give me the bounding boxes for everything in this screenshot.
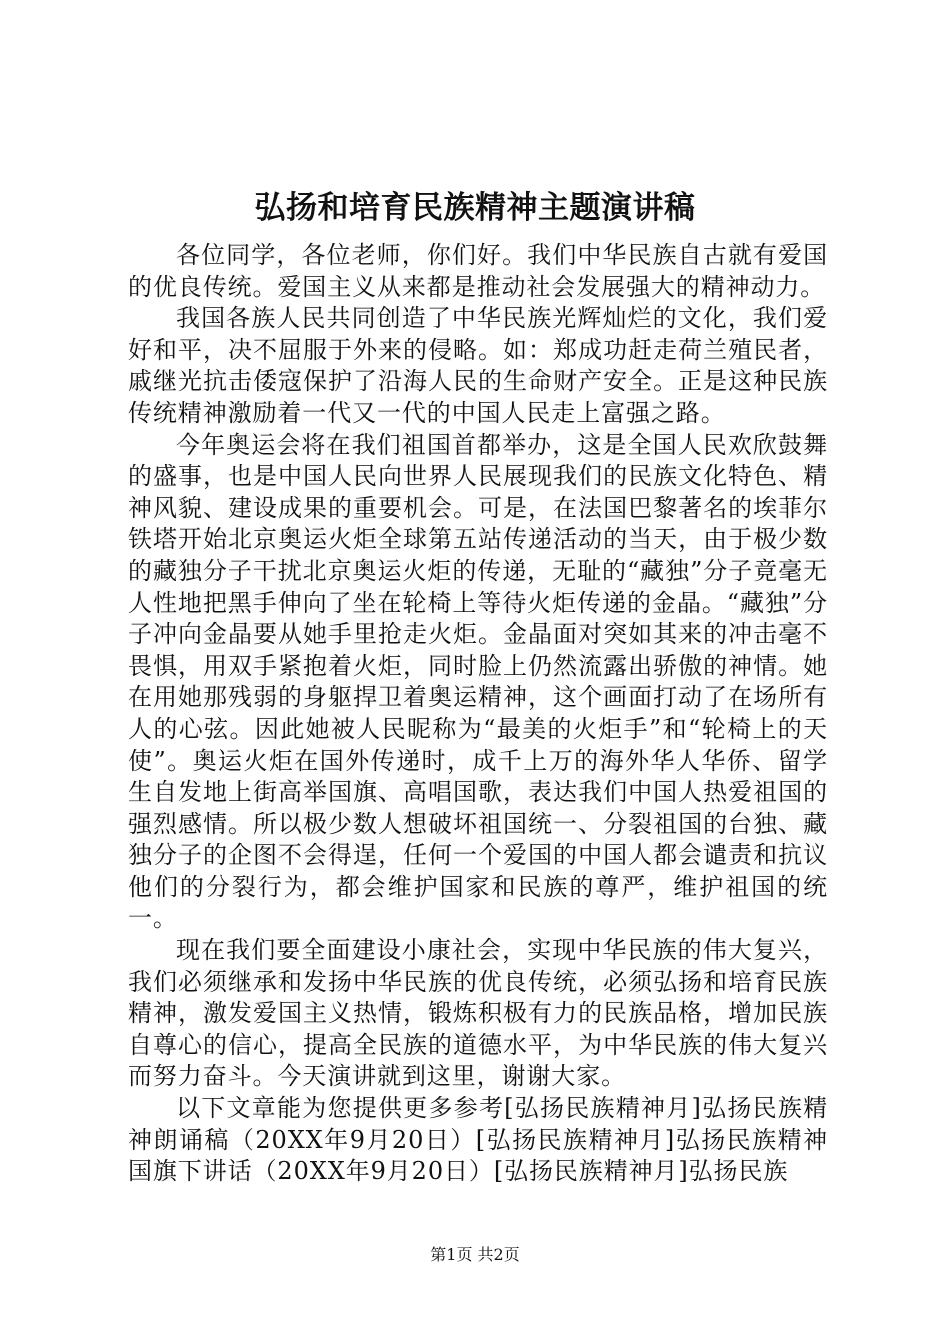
document-title: 弘扬和培育民族精神主题演讲稿 bbox=[254, 190, 696, 226]
paragraph-references: 以下文章能为您提供更多参考[弘扬民族精神月]弘扬民族精神朗诵稿（20XX年9月20日）[弘扬民族精神月]弘扬民族精神国旗下讲话（20XX年9月20日）[弘扬民族精神月]弘扬民族 bbox=[128, 1094, 828, 1186]
paragraph-culture: 我国各族人民共同创造了中华民族光辉灿烂的文化，我们爱好和平，决不屈服于外来的侵略。如：郑成功赶走荷兰殖民者，戚继光抗击倭寇保护了沿海人民的生命财产安全。正是这种民族传统精神激励着一代又一代的中国人民走上富强之路。 bbox=[128, 304, 828, 427]
paragraph-conclusion: 现在我们要全面建设小康社会，实现中华民族的伟大复兴，我们必须继承和发扬中华民族的优良传统，必须弘扬和培育民族精神，激发爱国主义热情，锻炼积极有力的民族品格，增加民族自尊心的信心，提高全民族的道德水平，为中华民族的伟大复兴而努力奋斗。今天演讲就到这里，谢谢大家。 bbox=[128, 936, 828, 1091]
paragraph-greeting: 各位同学，各位老师，你们好。我们中华民族自古就有爱国的优良传统。爱国主义从来都是推动社会发展强大的精神动力。 bbox=[128, 241, 828, 301]
paragraph-olympics: 今年奥运会将在我们祖国首都举办，这是全国人民欢欣鼓舞的盛事，也是中国人民向世界人民展现我们的民族文化特色、精神风貌、建设成果的重要机会。可是，在法国巴黎著名的埃菲尔铁塔开始北京奥运火炬全球第五站传递活动的当天，由于极少数的藏独分子干扰北京奥运火炬的传递，无耻的“藏独”分子竟毫无人性地把黑手伸向了坐在轮椅上等待火炬传递的金晶。“藏独”分子冲向金晶要从她手里抢走火炬。金晶面对突如其来的冲击毫不畏惧，用双手紧抱着火炬，同时脸上仍然流露出骄傲的神情。她在用她那残弱的身躯捍卫着奥运精神，这个画面打动了在场所有人的心弦。因此她被人民昵称为“最美的火炬手”和“轮椅上的天使”。奥运火炬在国外传递时，成千上万的海外华人华侨、留学生自发地上街高举国旗、高唱国歌，表达我们中国人热爱祖国的强烈感情。所以极少数人想破坏祖国统一、分裂祖国的台独、藏独分子的企图不会得逞，任何一个爱国的中国人都会谴责和抗议他们的分裂行为，都会维护国家和民族的尊严，维护祖国的统一。 bbox=[128, 430, 828, 933]
page-number: 第1页 共2页 bbox=[430, 1245, 520, 1264]
document-body bbox=[128, 240, 828, 1188]
